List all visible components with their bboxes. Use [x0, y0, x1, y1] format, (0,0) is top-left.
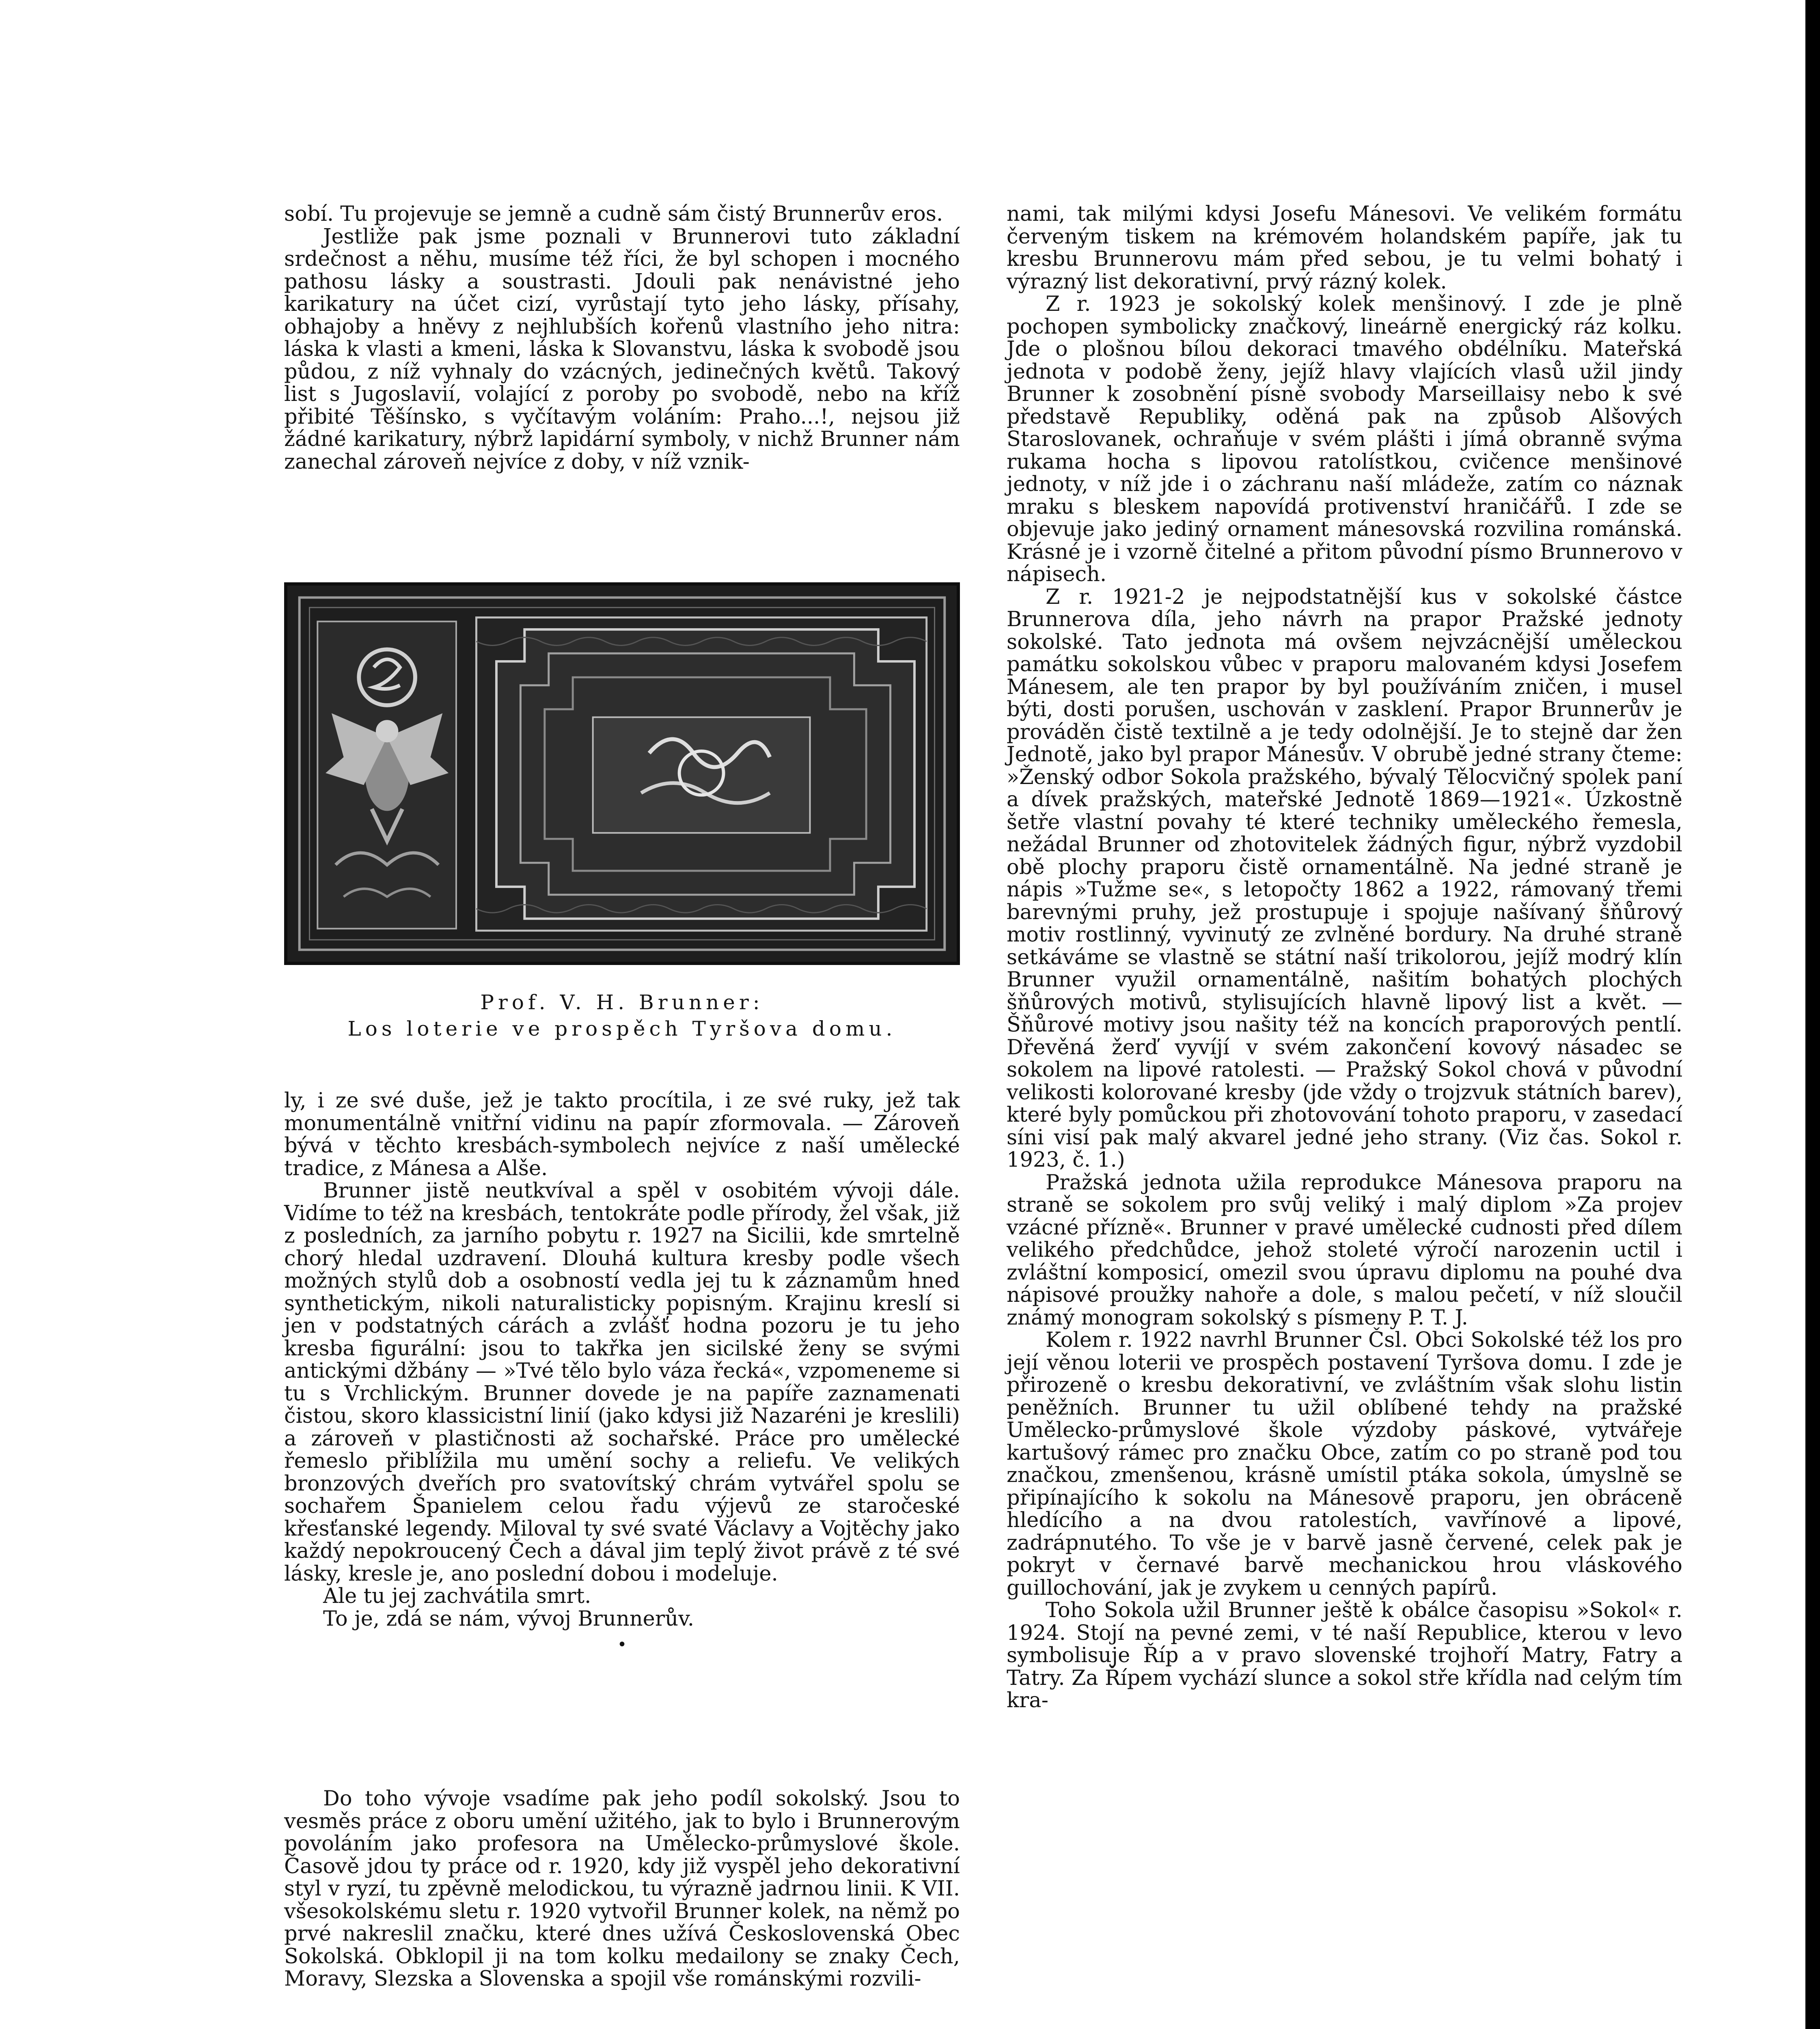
paragraph: Jestliže pak jsme poznali v Brunnerovi tuto základní srdečnost a něhu, musíme též říci, že byl schopen i mocného pathosu lásky a soustrasti. Jdouli pak nenávistné jeho karikatury na účet cizí, vyrůstají tyto jeho lásky, přísahy, obhajoby a hněvy z nejhlubších kořenů vlastního jeho nitra: láska k vlasti a kmeni, láska k Slovanstvu, láska k svobodě jsou půdou, z níž vyhnaly do vzácných, jedinečných květů. Takový list s Jugoslavií, volající z poroby po svobodě, nebo na kříž přibité Těšínsko, s vyčítavým voláním: Praho...!, nejsou již žádné karikatury, nýbrž lapidární symboly, v nichž Brunner nám zanechal zároveň nejvíce z doby, v níž vznik-	[284, 224, 960, 474]
paragraph: nami, tak milými kdysi Josefu Mánesovi. Ve velikém formátu červeným tiskem na krémovém holandském papíře, jak tu kresbu Brunnerovu mám před sebou, je tu velmi bohatý i výrazný list dekorativní, prvý rázný kolek.	[1007, 202, 1682, 294]
paragraph: Toho Sokola užil Brunner ještě k obálce časopisu »Sokol« r. 1924. Stojí na pevné zemi, v té naší Republice, kterou v levo symbolisuje Říp a v pravo slovenské trojhoří Matry, Fatry a Tatry. Za Řípem vychází slunce a sokol stře křídla nad celým tím kra-	[1007, 1598, 1682, 1712]
paragraph: Ale tu jej zachvátila smrt.	[323, 1584, 591, 1608]
scan-edge	[1805, 0, 1820, 2029]
left-column-bottom	[284, 1090, 960, 1676]
figure-caption-title: Los loterie ve prospěch Tyršova domu.	[347, 1017, 897, 1040]
paragraph: Pražská jednota užila reprodukce Mánesova praporu na straně se sokolem pro svůj veliký i malý diplom »Za projev vzácné přízně«. Brunner v pravé umělecké cudnosti před dílem velikého předchůdce, jehož stoleté výročí narozenin uctil i zvláštní komposicí, omezil svou úpravu diplomu na pouhé dva nápisové proužky nahoře a dole, s malou pečetí, v níž sloučil známý monogram sokolský s písmeny P. T. J.	[1007, 1170, 1682, 1330]
paragraph: Z r. 1923 je sokolský kolek menšinový. I zde je plně pochopen symbolicky značkový, lineárně energický ráz kolku. Jde o plošnou bílou dekoraci tmavého obdélníku. Mateřská jednota v podobě ženy, jejíž hlavy vlajících vlasů užil jindy Brunner k zosobnění písně svobody Marseillaisy nebo k své představě Republiky, oděná pak na způsob Alšových Staroslovanek, ochraňuje v svém plášti i jímá obranně svýma rukama hocha s lipovou ratolístkou, cvičence menšinové jednoty, v níž jde i o záchranu naší mládeže, zatím co náznak mraku s bleskem napovídá protivenství hraničářů. I zde se objevuje jako jediný ornament mánesovská rozvilina románská. Krásné je i vzorně čitelné a přitom původní písmo Brunnerovo v nápisech.	[1007, 292, 1682, 586]
paragraph: ly, i ze své duše, jež je takto procítila, i ze své ruky, jež tak monumentálně vnitřní vidinu na papír zformovala. — Zároveň bývá v těchto kresbách-symbolech nejvíce z naší umělecké tradice, z Mánesa a Alše.	[284, 1089, 960, 1180]
lottery-ticket-artwork	[287, 586, 957, 962]
lottery-ticket-figure	[284, 582, 960, 965]
paragraph: Do toho vývoje vsadíme pak jeho podíl sokolský. Jsou to vesměs práce z oboru umění užitého, jak to bylo i Brunnerovým povoláním jako profesora na Umělecko-průmyslové škole. Časově jdou ty práce od r. 1920, kdy již vyspěl jeho dekorativní styl v ryzí, tu zpěvně melodickou, tu výrazně jadrnou linii. K VII. všesokolskému sletu r. 1920 vytvořil Brunner kolek, na němž po prvé nakreslil značku, které dnes užívá Československá Obec Sokolská. Obklopil ji na tom kolku medailony se znaky Čech, Moravy, Slezska a Slovenska a spojil vše románskými rozvili-	[284, 1787, 960, 1991]
paragraph: sobí. Tu projevuje se jemně a cudně sám čistý Brunnerův eros.	[284, 202, 943, 226]
paragraph: Kolem r. 1922 navrhl Brunner Čsl. Obci Sokolské též los pro její věnou loterii ve prospěch postavení Tyršova domu. I zde je přirozeně o kresbu dekorativní, ve zvláštním však slohu listin peněžních. Brunner tu užil oblíbené tehdy na pražské Umělecko-průmyslové škole výzdoby páskové, vytvářeje kartušový rámec pro značku Obce, zatím co po straně pod tou značkou, zmenšenou, krásně umístil ptáka sokola, úmyslně se připínajícího k sokolu na Mánesově praporu, jen obráceně hledícího a na dvou ratolestích, vavřínové a lipové, zadrápnutého. To vše je v barvě jasně červené, celek pak je pokryt v černavé barvě mechanickou hrou vláskového guillochování, jak je zvykem u cenných papírů.	[1007, 1328, 1682, 1600]
paragraph: Brunner jistě neutkvíval a spěl v osobitém vývoji dále. Vidíme to též na kresbách, tentokráte podle přírody, žel však, již z posledních, za jarního pobytu r. 1927 na Sicilii, kde smrtelně chorý hledal uzdravení. Dlouhá kultura kresby podle všech možných stylů dob a osobností vedla jej tu k záznamům hned synthetickým, nikoli naturalisticky popisným. Krajinu kreslí si jen v podstatných cárách a zvlášť hodna pozoru je tu jeho kresba figurální: jsou to takřka jen sicilské ženy se svými antickými džbány — »Tvé tělo bylo váza řecká«, vzpomeneme si tu s Vrchlickým. Brunner dovede je na papíře zaznamenati čistou, skoro klassicistní linií (jako kdysi již Nazaréni je kreslili) a zároveň v plastičnosti až sochařské. Práce pro umělecké řemeslo přiblížila mu umění sochy a reliefu. Ve velikých bronzových dveřích pro svatovítský chrám vytvářel spolu se sochařem Španielem celou řadu výjevů ze staročeské křesťanské legendy. Miloval ty své svaté Václavy a Vojtěchy jako každý nepokroucený Čech a dával jim teplý život právě z té své lásky, kresle je, ano poslední dobou i modeluje.	[284, 1179, 960, 1586]
figure-caption-author: Prof. V. H. Brunner:	[480, 991, 764, 1014]
section-separator: •	[617, 1635, 627, 1654]
left-column-top	[284, 203, 960, 473]
paragraph: To je, zdá se nám, vývoj Brunnerův.	[323, 1607, 694, 1631]
left-column-final	[284, 1788, 960, 1990]
paragraph: Z r. 1921-2 je nejpodstatnější kus v sokolské částce Brunnerova díla, jeho návrh na prapor Pražské jednoty sokolské. Tato jednota má ovšem nejvzácnější uměleckou památku sokolskou vůbec v praporu malovaném kdysi Josefem Mánesem, ale ten prapor by byl používáním zničen, i musel býti, dosti porušen, uschován v zasklení. Prapor Brunnerův je prováděn čistě textilně a je tedy odolnější. Je to stejně dar žen Jednotě, jako byl prapor Mánesův. V obrubě jedné strany čteme: »Ženský odbor Sokola pražského, bývalý Tělocvičný spolek paní a dívek pražských, mateřské Jednotě 1869—1921«. Úzkostně šetře vlastní povahy té které techniky uměleckého řemesla, nežádal Brunner od zhotovitelek žádných figur, nýbrž vyzdobil obě plochy praporu čistě ornamentálně. Na jedné straně je nápis »Tužme se«, s letopočty 1862 a 1922, rámovaný třemi barevnými pruhy, jež prostupuje i spojuje našívaný šňůrový motiv rostlinný, vyvinutý ze zvlněné bordury. Na druhé straně setkáváme se vlastně se státní naší trikolorou, jejíž modrý klín Brunner využil ornamentálně, našitím bohatých plochých šňůrových motivů, stylisujících hlavně lipový list a květ. — Šňůrové motivy jsou našity též na koncích praporových pentlí. Dřevěná žerď vyvíjí v svém zakončení kovový násadec se sokolem na lipové ratolesti. — Pražský Sokol chová v původní velikosti kolorované kresby (jde vždy o trojzvuk státních barev), které byly pomůckou při zhotovování tohoto praporu, v zasedací síni visí pak malý akvarel jedné jeho strany. (Viz čas. Sokol r. 1923, č. 1.)	[1007, 585, 1682, 1172]
right-column	[1007, 203, 1682, 1712]
